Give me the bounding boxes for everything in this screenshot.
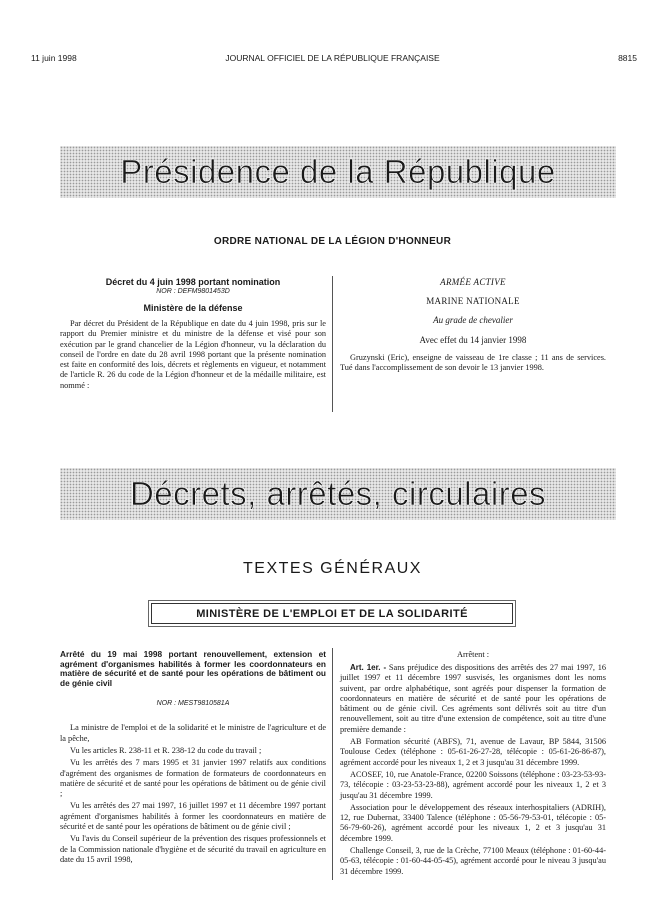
arrete-paragraph: La ministre de l'emploi et de la solidarité et le ministre de l'agriculture et de la pêche, xyxy=(60,723,326,743)
column-divider-bottom xyxy=(332,648,333,880)
armee-subtitle: MARINE NATIONALE xyxy=(426,296,520,306)
armee-body: Gruzynski (Eric), enseigne de vaisseau de 1re classe ; 11 ans de services. Tué dans l'accomplissement de son devoir le 13 janvier 1998. xyxy=(340,353,606,373)
column-divider-top xyxy=(332,276,333,412)
decret-body: Par décret du Président de la République en date du 4 juin 1998, pris sur le rapport du Premier ministre et du ministre de la défense et visé pour son exécution par le grand chancelier de la Légion d'honneur, vu la déclaration du conseil de l'ordre en date du 28 avril 1998 portant que la présente nomination est faite en conformité des lois, décrets et règlements en vigueur, et notamment de l'article R. 26 du code de la Légion d'honneur et de la médaille militaire, est nommé : xyxy=(60,319,326,390)
decret-block xyxy=(60,277,326,393)
ministry-box-label: MINISTÈRE DE L'EMPLOI ET DE LA SOLIDARITÉ xyxy=(151,603,513,624)
decret-title: Décret du 4 juin 1998 portant nomination xyxy=(105,277,281,287)
banner-presidence-text: Présidence de la République xyxy=(120,153,556,190)
organisme-entry: Challenge Conseil, 3, rue de la Crèche, 77100 Meaux (téléphone : 01-60-44-05-63, télécopie : 01-60-44-05-45), agrément accordé pour le niveau 3 jusqu'au 31 décembre 1999. xyxy=(340,846,606,876)
arrete-nor: NOR : MEST9810581A xyxy=(156,700,230,708)
arrete-paragraph: Vu les articles R. 238-11 et R. 238-12 du code du travail ; xyxy=(70,745,262,755)
arrete-left-column xyxy=(60,650,326,867)
arrete-right-column xyxy=(340,650,606,879)
armee-date: Avec effet du 14 janvier 1998 xyxy=(419,335,527,345)
decret-nor: NOR : DEFM9801453D xyxy=(156,288,230,295)
ministry-box xyxy=(148,600,516,627)
article-1-label: Art. 1er. - xyxy=(350,663,387,672)
header-date: 11 juin 1998 xyxy=(31,53,77,63)
arrete-arretent: Arrêtent : xyxy=(456,650,490,659)
banner-presidence xyxy=(60,146,616,198)
banner-decrets xyxy=(60,468,616,520)
arrete-article-1 xyxy=(340,663,606,735)
arrete-paragraph: Vu les arrêtés des 27 mai 1997, 16 juillet 1997 et 11 décembre 1997 portant agrément d'organismes habilités à former les coordonnateurs en matière de sécurité et de santé pour les opérations de bâtiment ou de génie civil ; xyxy=(60,801,326,832)
arrete-paragraph: Vu les arrêtés des 7 mars 1995 et 31 janvier 1997 relatifs aux conditions d'agrément des organismes de formation de formateurs de coordonnateurs en matière de sécurité et de santé pour les opérations de bâtiment ou de génie civil ; xyxy=(60,758,326,799)
header-page-number: 8815 xyxy=(618,53,637,63)
article-1-text: Sans préjudice des dispositions des arrêtés des 27 mai 1997, 16 juillet 1997 et 11 décembre 1997 susvisés, les organismes dont les noms suivent, par ordre alphabétique, sont agréés pour dispenser la formation de coordonnateurs en matière de sécurité et de santé pour les opérations de bâtiment ou de génie civil. Ces agréments sont délivrés soit au titre d'un renouvellement, soit au titre d'une extension de compétence, soit au titre d'une première demande : xyxy=(340,663,607,734)
arrete-title: Arrêté du 19 mai 1998 portant renouvellement, extension et agrément d'organismes habilités à former les coordonnateurs en matière de sécurité et de santé pour les opérations de bâtiment ou de génie civil xyxy=(60,649,326,688)
arrete-visas xyxy=(60,723,326,865)
armee-title: ARMÉE ACTIVE xyxy=(440,277,506,287)
decret-ministry: Ministère de la défense xyxy=(143,303,243,313)
armee-grade: Au grade de chevalier xyxy=(433,315,513,325)
armee-block xyxy=(340,277,606,376)
header-journal-title: JOURNAL OFFICIEL DE LA RÉPUBLIQUE FRANÇAISE xyxy=(225,53,440,63)
organisme-entry: ACOSEF, 10, rue Anatole-France, 02200 Soissons (téléphone : 03-23-53-93-73, télécopie : 03-23-53-23-88), agrément accordé pour les niveaux 1, 2 et 3 jusqu'au 31 décembre 1999. xyxy=(340,769,606,800)
section-title-legion-honneur: ORDRE NATIONAL DE LA LÉGION D'HONNEUR xyxy=(213,236,452,247)
arrete-paragraph: Vu l'avis du Conseil supérieur de la prévention des risques professionnels et de la Commission nationale d'hygiène et de sécurité du travail en agriculture en date du 15 avril 1998, xyxy=(60,834,326,864)
organisme-entry: AB Formation sécurité (ABFS), 71, avenue de Lavaur, BP 5844, 31506 Toulouse Cedex (téléphone : 05-61-26-27-28, télécopie : 05-61-26-86-87), agrément accordé pour les niveaux 1, 2 et 3 jusqu'au 31 décembre 1999. xyxy=(340,737,606,767)
organisme-entry: Association pour le développement des réseaux interhospitaliers (ADRIH), 12, rue Dubernat, 33400 Talence (téléphone : 05-56-79-53-01, télécopie : 05-56-79-60-26), agrément accordé pour les niveaux 1, 2 et 3 jusqu'au 31 décembre 1999. xyxy=(340,802,606,843)
section-title-textes-generaux: TEXTES GÉNÉRAUX xyxy=(243,560,422,577)
banner-decrets-text: Décrets, arrêtés, circulaires xyxy=(129,475,547,512)
